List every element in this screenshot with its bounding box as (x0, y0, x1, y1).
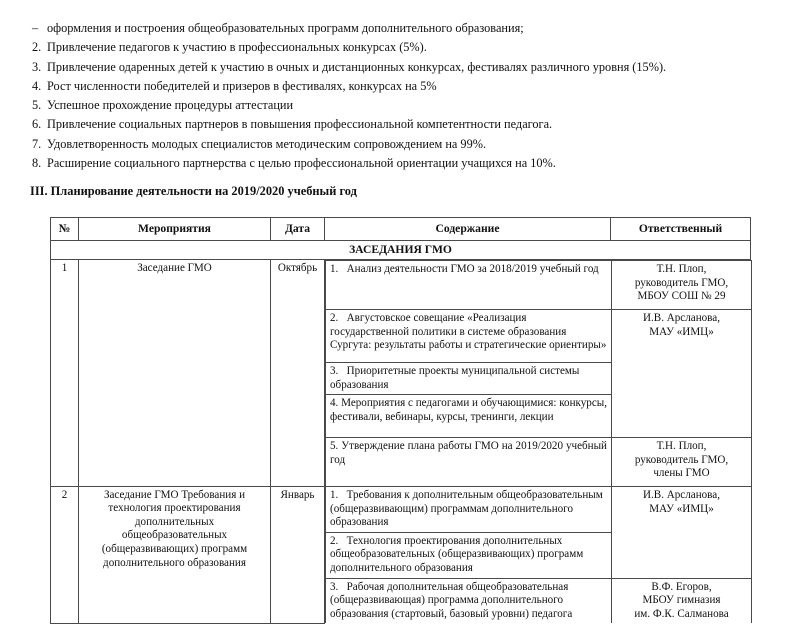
sub-cell-responsible (612, 310, 752, 438)
list-item-marker: – (32, 21, 39, 35)
table-row (51, 486, 751, 623)
list-item-marker: 6. (32, 117, 42, 132)
sub-row (326, 487, 752, 533)
sub-cell-content: 5. Утверждение плана работы ГМО на 2019/2020 учебный год (326, 438, 612, 487)
cell-date: Январь (271, 486, 325, 623)
responsible-line: МБОУ гимназия (642, 594, 721, 607)
list-item-text: Рост численности победителей и призеров в фестивалях, конкурсах на 5% (47, 78, 437, 93)
plan-table-wrapper (0, 199, 800, 624)
list-item-marker: 7. (32, 136, 42, 151)
list-item-text: Успешное прохождение процедуры аттестации (47, 98, 294, 113)
responsible-line: руководитель ГМО, (634, 276, 729, 289)
cell-date: Октябрь (271, 260, 325, 487)
column-header-date: Дата (271, 218, 325, 241)
plan-table (50, 217, 751, 624)
sub-table (325, 486, 752, 623)
list-item (32, 80, 770, 92)
sub-cell-responsible (612, 438, 752, 487)
sub-cell-responsible (612, 578, 752, 623)
list-item (32, 41, 770, 53)
sub-cell-content: 2. Технология проектирования дополнительных общеобразовательных (общеразвивающих) программ дополнительного образования (326, 532, 612, 578)
responsible-line: МАУ «ИМЦ» (649, 502, 714, 515)
list-item-text: Расширение социального партнерства с целью профессиональной ориентации учащихся на 10%. (47, 156, 556, 171)
list-item-marker: 2. (32, 40, 42, 55)
sub-cell-content: 1. Требования к дополнительным общеобразовательным (общеразвивающим) программам дополнительного образования (326, 487, 612, 533)
list-item (32, 138, 770, 150)
list-item (32, 22, 770, 34)
list-item-marker: 4. (32, 78, 42, 93)
sub-cell-content: 3. Рабочая дополнительная общеобразовательная (общеразвивающая) программа дополнительного образования (стартовый, базовый уровни) педагога (326, 578, 612, 623)
sub-row (326, 261, 752, 310)
responsible-line: Т.Н. Плоп, (656, 263, 707, 276)
list-item-marker: 8. (32, 156, 42, 171)
cell-event: Заседание ГМО (79, 260, 271, 487)
list-item (32, 61, 770, 73)
list-item-text: Привлечение социальных партнеров в повышения профессиональной компетентности педагога. (47, 117, 553, 132)
responsible-line: им. Ф.К. Салманова (634, 607, 729, 620)
responsible-line: члены ГМО (653, 467, 710, 480)
cell-num: 1 (51, 260, 79, 487)
column-header-event: Мероприятия (79, 218, 271, 241)
sub-row (326, 578, 752, 623)
page-title: III. Планирование деятельности на 2019/2020 учебный год (30, 184, 357, 199)
column-header-content: Содержание (325, 218, 611, 241)
list-item-text: Удовлетворенность молодых специалистов методическим сопровождением на 99%. (47, 136, 487, 151)
sub-cell-content: 4. Мероприятия с педагогами и обучающимися: конкурсы, фестивали, вебинары, курсы, тренинги, лекции (326, 395, 612, 438)
sub-cell-content: 3. Приоритетные проекты муниципальной системы образования (326, 363, 612, 395)
responsible-line: руководитель ГМО, (634, 453, 729, 466)
responsible-line: И.В. Арсланова, (643, 312, 720, 325)
cell-content-responsible-group (325, 260, 751, 487)
list-item (32, 157, 770, 169)
table-header-row (51, 218, 751, 241)
table-band-row (51, 241, 751, 260)
responsible-line: Т.Н. Плоп, (656, 440, 707, 453)
sub-cell-responsible (612, 487, 752, 578)
cell-content-responsible-group (325, 486, 751, 623)
cell-num: 2 (51, 486, 79, 623)
responsible-line: МБОУ СОШ № 29 (637, 290, 726, 303)
list-item-marker: 5. (32, 98, 42, 113)
sub-row (326, 310, 752, 363)
list-item-text: оформления и построения общеобразовательных программ дополнительного образования; (47, 21, 524, 35)
responsible-line: МАУ «ИМЦ» (649, 325, 714, 338)
list-item (32, 118, 770, 130)
sub-cell-content: 1. Анализ деятельности ГМО за 2018/2019 учебный год (326, 261, 612, 310)
list-item-marker: 3. (32, 59, 42, 74)
cell-event: Заседание ГМО Требования и технология проектирования дополнительных общеобразовательных (общеразвивающих) программ дополнительного образования (79, 486, 271, 623)
sub-row (326, 438, 752, 487)
sub-table (325, 260, 752, 486)
table-row (51, 260, 751, 487)
list-item-text: Привлечение одаренных детей к участию в очных и дистанционных конкурсах, фестивалях различного уровня (15%). (47, 59, 667, 74)
sub-cell-content: 2. Августовское совещание «Реализация государственной политики в системе образования Сургута: результаты работы и стратегические ориентиры» (326, 310, 612, 363)
responsible-line: В.Ф. Егоров, (651, 580, 712, 593)
sub-cell-responsible (612, 261, 752, 310)
list-item (32, 99, 770, 111)
column-header-num: № (51, 218, 79, 241)
list-item-text: Привлечение педагогов к участию в профессиональных конкурсах (5%). (47, 40, 427, 55)
band-label: ЗАСЕДАНИЯ ГМО (51, 241, 751, 260)
objectives-list (0, 0, 800, 169)
column-header-responsible: Ответственный (611, 218, 751, 241)
responsible-line: И.В. Арсланова, (643, 489, 720, 502)
